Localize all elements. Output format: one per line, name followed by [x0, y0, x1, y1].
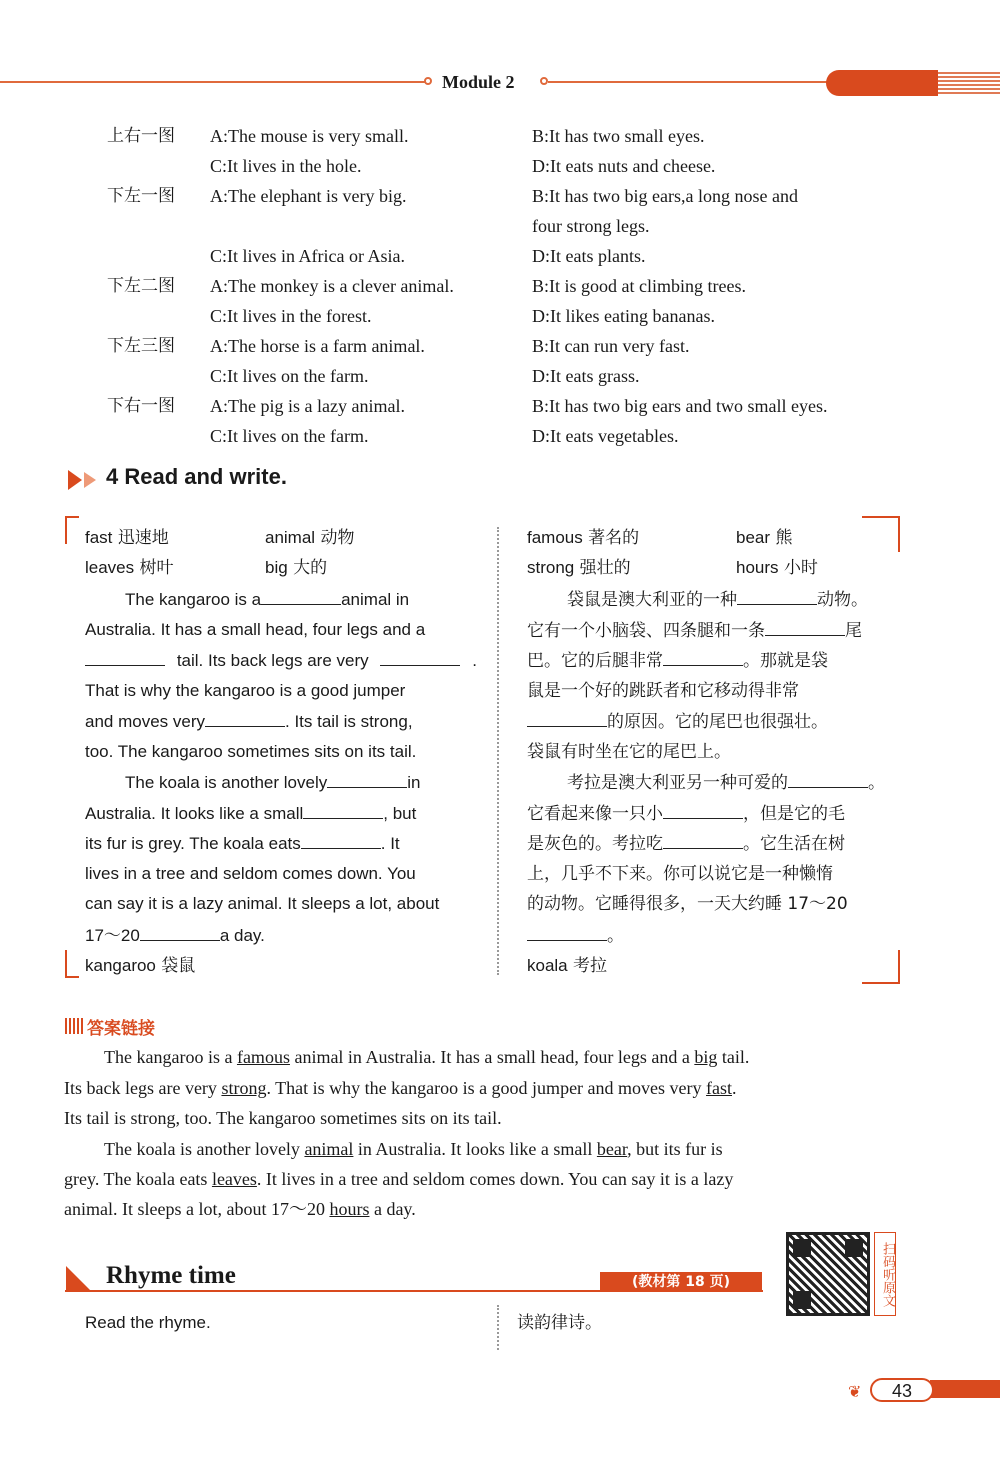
answer-blank: [301, 832, 381, 849]
page-number: 43: [870, 1378, 934, 1402]
header-dot-left: [424, 77, 432, 85]
passage-text: The koala is another lovely: [125, 773, 328, 792]
translation-label: 下右一图: [107, 396, 175, 416]
answer-text-run: animal in Australia. It has a small head, four legs and a: [289, 1047, 695, 1067]
answer-word: bear: [596, 1139, 628, 1159]
vocab-cn: 小时: [783, 558, 818, 578]
answer-text-run: a day.: [369, 1199, 416, 1219]
vocab-cn: 熊: [775, 528, 793, 548]
answer-text-run: .: [732, 1078, 737, 1098]
vocab-word: [265, 557, 327, 579]
passage-line: [527, 924, 887, 947]
vocab-cn: 迅速地: [117, 528, 169, 548]
vocab-word: [85, 527, 169, 549]
option-a: A:The mouse is very small.: [210, 126, 409, 146]
vocab-en: famous: [527, 528, 583, 547]
passage-line: [527, 680, 887, 702]
passage-line: [85, 649, 477, 672]
answer-text-run: . That is why the kangaroo is a good jumper and moves very: [266, 1078, 707, 1098]
passage-line: [527, 649, 887, 672]
option-c: C:It lives in the forest.: [210, 306, 372, 326]
answer-blank: [788, 771, 868, 788]
answer-blank: [380, 649, 460, 666]
textbook-page-tag: (教材第 18 页): [600, 1272, 762, 1292]
header-rule-right: [548, 81, 828, 83]
answer-blank: [663, 649, 743, 666]
footer-word-koala: koala 考拉: [527, 956, 608, 976]
passage-text: Australia. It has a small head, four legs and a: [85, 619, 426, 639]
answer-word: fast: [706, 1078, 733, 1098]
rhyme-instruction-en: Read the rhyme.: [85, 1313, 211, 1332]
vocab-cn: 动物: [320, 528, 355, 548]
answer-word: hours: [329, 1199, 370, 1219]
answer-text-run: Its back legs are very: [64, 1078, 222, 1098]
answer-line: [64, 1198, 416, 1220]
answer-blank: [663, 832, 743, 849]
answer-title: 答案链接: [87, 1019, 155, 1039]
rhyme-instruction-cn: 读韵律诗。: [517, 1313, 602, 1333]
passage-text: 的动物。它睡得很多，一天大约睡 17～20: [527, 894, 848, 914]
passage-line: [85, 863, 477, 885]
header-rule-left: [0, 81, 430, 83]
answer-blank: [140, 924, 220, 941]
translation-label: 下左二图: [107, 276, 175, 296]
passage-text: , but: [383, 803, 417, 823]
passage-text: 动物。: [817, 590, 868, 610]
vocab-cn: 树叶: [139, 558, 174, 578]
passage-text: 。: [868, 773, 885, 793]
answer-word: leaves: [211, 1169, 257, 1189]
passage-text: 上，几乎不下来。你可以说它是一种懒惰: [527, 863, 833, 884]
answer-line: [64, 1107, 502, 1129]
passage-text: Australia. It looks like a small: [85, 803, 304, 823]
answer-blank: [663, 802, 743, 819]
rhyme-corner-icon: [66, 1266, 90, 1290]
answer-blank: [261, 588, 341, 605]
qr-label: 扫码听原文: [874, 1232, 896, 1316]
rhyme-divider: [497, 1305, 499, 1350]
option-b: B:It can run very fast.: [532, 336, 690, 356]
translation-label: 上右一图: [107, 126, 175, 146]
option-b: B:It has two small eyes.: [532, 126, 705, 146]
passage-text: can say it is a lazy animal. It sleeps a lot, about: [85, 894, 440, 913]
option-d: D:It eats vegetables.: [532, 426, 679, 446]
passage-text: and moves very: [85, 712, 205, 731]
vocab-en: strong: [527, 558, 575, 577]
vocab-en: leaves: [85, 558, 135, 577]
answer-text-run: grey. The koala eats: [64, 1169, 212, 1189]
passage-text: 它有一个小脑袋、四条腿和一条: [527, 620, 765, 641]
passage-line: [85, 680, 477, 702]
passage-text: . Its tail is strong,: [285, 712, 413, 731]
translation-label: 下左三图: [107, 336, 175, 356]
vocab-word: [736, 527, 792, 549]
passage-line: [125, 588, 477, 611]
answer-word: strong: [221, 1078, 267, 1098]
answer-blank: [527, 924, 607, 941]
option-a: A:The monkey is a clever animal.: [210, 276, 454, 296]
passage-text: 尾: [845, 620, 862, 641]
passage-text: . It: [380, 834, 400, 853]
passage-text: lives in a tree and seldom comes down. You: [85, 863, 416, 883]
passage-text: its fur is grey. The koala eats: [85, 834, 301, 853]
answer-blank: [765, 619, 845, 636]
answer-text-run: tail.: [717, 1047, 750, 1067]
section-title: 4 Read and write.: [106, 464, 287, 489]
passage-text: a day.: [219, 925, 265, 945]
passage-text: 它看起来像一只小: [527, 803, 663, 824]
footer-word-kangaroo: kangaroo 袋鼠: [85, 956, 196, 976]
passage-line: [85, 924, 477, 947]
section-arrow-icon-2: [84, 472, 96, 488]
passage-line: [527, 710, 887, 733]
module-title: Module 2: [442, 72, 515, 92]
option-c: C:It lives in the hole.: [210, 156, 362, 176]
passage-line: [85, 893, 477, 915]
column-divider: [497, 527, 499, 975]
answer-word: famous: [236, 1047, 290, 1067]
answer-line: [104, 1138, 723, 1160]
passage-line: [527, 893, 887, 915]
passage-line: [85, 802, 477, 825]
answer-line: [64, 1077, 737, 1099]
vocab-en: animal: [265, 528, 316, 547]
option-b: B:It has two big ears and two small eyes.: [532, 396, 828, 416]
bracket-bottom-right: [862, 950, 900, 984]
header-stripes: [938, 72, 1000, 94]
passage-text: 鼠是一个好的跳跃者和它移动得非常: [527, 680, 799, 701]
passage-text: in: [407, 773, 421, 792]
vocab-word: [736, 557, 818, 579]
passage-text: 袋鼠是澳大利亚的一种: [567, 590, 737, 610]
option-a: A:The elephant is very big.: [210, 186, 407, 206]
answer-text-run: . It lives in a tree and seldom comes down. You can say it is a lazy: [256, 1169, 734, 1189]
passage-line: [125, 771, 477, 794]
vocab-word: [527, 527, 639, 549]
option-d: D:It eats nuts and cheese.: [532, 156, 716, 176]
vocab-cn: 著名的: [588, 528, 640, 548]
passage-text: 。它生活在树: [743, 834, 845, 854]
vocab-word: [527, 557, 631, 579]
answer-word: animal: [304, 1139, 354, 1159]
passage-text: 。: [607, 925, 624, 946]
option-b-cont: four strong legs.: [532, 216, 650, 236]
passage-text: 。那就是袋: [743, 651, 828, 671]
passage-text: 是灰色的。考拉吃: [527, 834, 663, 854]
vocab-en: fast: [85, 528, 113, 547]
passage-text: 的原因。它的尾巴也很强壮。: [607, 712, 828, 732]
vocab-word: [85, 557, 174, 579]
passage-text: .: [472, 651, 477, 670]
option-d: D:It eats grass.: [532, 366, 640, 386]
passage-text: tail. Its back legs are very: [176, 651, 369, 670]
option-b: B:It is good at climbing trees.: [532, 276, 746, 296]
passage-text: ，但是它的毛: [743, 803, 845, 824]
passage-text: That is why the kangaroo is a good jumper: [85, 680, 406, 700]
option-d: D:It eats plants.: [532, 246, 646, 266]
answer-line: [64, 1168, 733, 1190]
vocab-en: hours: [736, 558, 779, 577]
header-tab: [826, 70, 938, 96]
passage-line: [527, 802, 887, 825]
rhyme-rule: [65, 1290, 763, 1292]
answer-icon: [65, 1018, 83, 1034]
passage-line: [527, 619, 887, 642]
page-bar: [930, 1380, 1000, 1398]
option-c: C:It lives on the farm.: [210, 366, 369, 386]
answer-text-run: The kangaroo is a: [104, 1047, 237, 1067]
passage-line: [527, 832, 887, 855]
answer-blank: [737, 588, 817, 605]
option-a: A:The horse is a farm animal.: [210, 336, 425, 356]
answer-word: big: [694, 1047, 718, 1067]
answer-line: [104, 1046, 749, 1068]
vocab-en: big: [265, 558, 288, 577]
answer-text-run: in Australia. It looks like a small: [353, 1139, 597, 1159]
passage-text: 考拉是澳大利亚另一种可爱的: [567, 773, 788, 793]
translation-label: 下左一图: [107, 186, 175, 206]
vocab-cn: 大的: [293, 558, 328, 578]
option-a: A:The pig is a lazy animal.: [210, 396, 405, 416]
passage-line: [567, 771, 887, 794]
passage-line: [85, 832, 477, 855]
option-d: D:It likes eating bananas.: [532, 306, 715, 326]
answer-blank: [205, 710, 285, 727]
passage-text: 巴。它的后腿非常: [527, 651, 663, 671]
passage-text: 袋鼠有时坐在它的尾巴上。: [527, 741, 731, 762]
answer-blank: [327, 771, 407, 788]
passage-line: [527, 863, 887, 885]
answer-blank: [303, 802, 383, 819]
passage-line: [527, 741, 887, 763]
bracket-top-right: [862, 516, 900, 552]
answer-text-run: Its tail is strong, too. The kangaroo sometimes sits on its tail.: [64, 1108, 502, 1128]
passage-text: The kangaroo is a: [125, 590, 262, 609]
leaf-icon: ❦: [848, 1382, 862, 1401]
passage-text: animal in: [341, 590, 410, 609]
passage-text: too. The kangaroo sometimes sits on its tail.: [85, 741, 417, 761]
answer-text-run: animal. It sleeps a lot, about 17～20: [64, 1199, 330, 1219]
qr-code-icon[interactable]: [786, 1232, 870, 1316]
option-b: B:It has two big ears,a long nose and: [532, 186, 798, 206]
passage-line: [85, 619, 477, 641]
option-c: C:It lives in Africa or Asia.: [210, 246, 405, 266]
rhyme-title: Rhyme time: [106, 1262, 236, 1289]
section-arrow-icon: [68, 470, 82, 490]
vocab-en: bear: [736, 528, 771, 547]
vocab-cn: 强壮的: [579, 558, 631, 578]
passage-line: [567, 588, 887, 611]
bracket-top-left: [65, 516, 79, 544]
bracket-bottom-left: [65, 950, 79, 978]
passage-text: 17～20: [85, 925, 140, 945]
answer-text-run: The koala is another lovely: [104, 1139, 305, 1159]
answer-blank: [527, 710, 607, 727]
header-dot-right: [540, 77, 548, 85]
answer-blank: [85, 649, 165, 666]
passage-line: [85, 741, 477, 763]
answer-text-run: , but its fur is: [627, 1139, 723, 1159]
vocab-word: [265, 527, 355, 549]
passage-line: [85, 710, 477, 733]
option-c: C:It lives on the farm.: [210, 426, 369, 446]
